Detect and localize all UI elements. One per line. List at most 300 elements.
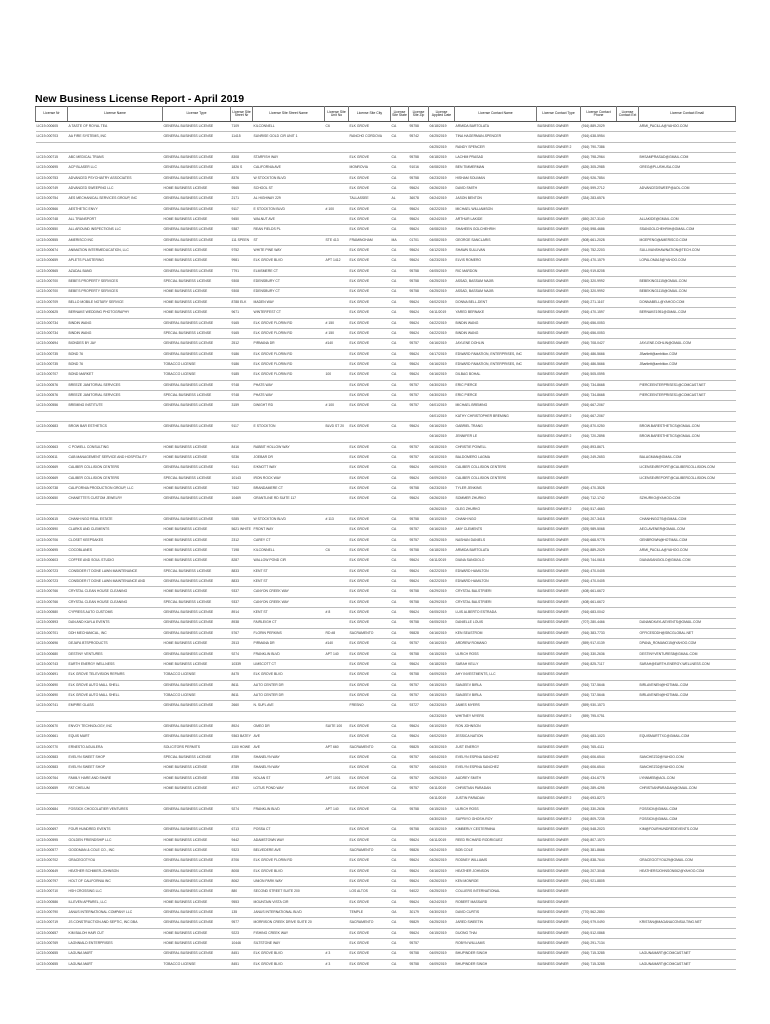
cell-street-name: MOUNTAIN VISTA CIR (253, 897, 325, 907)
cell-street-name: CANYON CREEK WAY (253, 597, 325, 607)
cell-city: ELK GROVE (349, 122, 391, 132)
cell-contact-name: MICHAEL BREMING (455, 401, 537, 411)
cell-applied-date: 04/10/2019 (429, 721, 455, 731)
cell-street-nr: 2312 (231, 535, 253, 545)
cell-license-type: GENERAL BUSINESS LICENSE (163, 887, 231, 897)
cell-applied-date: 04/08/2019 (429, 225, 455, 235)
cell-license-name: COFFEE AND SOUL STUDIO (68, 556, 163, 566)
cell-unit-no: #140 (325, 339, 349, 349)
cell-city: ELK GROVE (349, 949, 391, 959)
cell-zip: 95758 (409, 122, 429, 132)
cell-zip: 95757 (409, 390, 429, 400)
cell-contact-ext (617, 763, 639, 773)
table-row (36, 887, 736, 897)
table-row (36, 349, 736, 359)
cell-state: CA (391, 246, 409, 256)
cell-contact-email: KRISTAN@MAGANACONSULTING.NET (639, 918, 736, 928)
cell-contact-ext (617, 194, 639, 204)
cell-state: CA (391, 846, 409, 856)
cell-license-name: BOND MARKET (68, 370, 163, 380)
cell-license-type: SPECIAL BUSINESS LICENSE (163, 277, 231, 287)
cell-contact-name: ERIC PIERCE (455, 380, 537, 390)
cell-license-type (163, 411, 231, 421)
cell-unit-no (325, 308, 349, 318)
table-row (36, 784, 736, 794)
cell-contact-phone: (707) 280-4466 (581, 618, 617, 628)
cell-license-nr: LIC19-000583 (36, 752, 68, 762)
cell-contact-name: YARED BERNAKE (455, 308, 537, 318)
cell-license-nr: LIC19-000697 (36, 825, 68, 835)
cell-contact-type: BUSINESS OWNER (537, 359, 581, 369)
cell-contact-email (639, 566, 736, 576)
cell-zip: 95828 (409, 628, 429, 638)
cell-contact-name: DONNA BELL-DENT (455, 297, 537, 307)
cell-contact-email: ARMI_PACILLA@YAHOO.COM (639, 546, 736, 556)
cell-street-nr: 8789 (231, 752, 253, 762)
cell-contact-phone: (770) 562-2850 (581, 908, 617, 918)
cell-street-name: AUTO CENTER DR (253, 690, 325, 700)
table-row (36, 577, 736, 587)
cell-state: CA (391, 628, 409, 638)
cell-unit-no (325, 763, 349, 773)
cell-street-nr: 10339 (231, 659, 253, 669)
cell-contact-phone: (916) 870-0250 (581, 421, 617, 431)
cell-license-type: GENERAL BUSINESS LICENSE (163, 732, 231, 742)
cell-contact-phone: (916) 470-3528 (581, 484, 617, 494)
cell-contact-name: REED RICHARD RODRIGUEZ (455, 835, 537, 845)
cell-contact-phone: (334) 283-6576 (581, 194, 617, 204)
cell-contact-email: LAGUNAMART@COMCAST.NET (639, 959, 736, 969)
cell-contact-phone: (916) 712-1742 (581, 494, 617, 504)
cell-unit-no (325, 215, 349, 225)
cell-contact-type: BUSINESS OWNER 2 (537, 504, 581, 514)
cell-license-nr: LIC19-000706 (36, 535, 68, 545)
cell-city: ELK GROVE (349, 173, 391, 183)
cell-contact-ext (617, 287, 639, 297)
cell-contact-ext (617, 308, 639, 318)
cell-unit-no (325, 815, 349, 825)
cell-contact-name: CALIBER COLLISION CENTERS (455, 473, 537, 483)
cell-contact-name: KIMBERLY CESTERNINA (455, 825, 537, 835)
cell-contact-name: COLLIERS INTERNATIONAL (455, 887, 537, 897)
cell-license-nr: LIC19-000703 (36, 132, 68, 142)
cell-street-name: LIMSCOTT CT (253, 659, 325, 669)
cell-contact-type: BUSINESS OWNER (537, 442, 581, 452)
cell-license-nr: LIC19-000690 (36, 690, 68, 700)
cell-license-type: GENERAL BUSINESS LICENSE (163, 877, 231, 887)
cell-street-name: CAREY CT (253, 535, 325, 545)
cell-contact-email (639, 587, 736, 597)
cell-unit-no (325, 142, 349, 152)
table-row (36, 308, 736, 318)
cell-contact-email: LYNNMEB@AOL.COM (639, 773, 736, 783)
cell-contact-ext (617, 142, 639, 152)
cell-license-name: BREEZE JANITORIAL SERVICES (68, 390, 163, 400)
cell-contact-type: BUSINESS OWNER (537, 463, 581, 473)
cell-contact-name: ROBERT MASSARD (455, 897, 537, 907)
cell-street-nr: 135 (231, 908, 253, 918)
cell-contact-email: CHRISTIANPARADAN@GMAIL.COM (639, 784, 736, 794)
cell-contact-email (639, 897, 736, 907)
cell-applied-date: 04/16/2019 (429, 639, 455, 649)
cell-contact-phone: (916) 667-2067 (581, 401, 617, 411)
cell-zip: 95624 (409, 577, 429, 587)
cell-license-nr: LIC19-000735 (36, 349, 68, 359)
cell-license-type (163, 142, 231, 152)
cell-license-type: SPECIAL BUSINESS LICENSE (163, 473, 231, 483)
cell-license-name (68, 411, 163, 421)
cell-contact-phone: (916) 606-6544 (581, 763, 617, 773)
cell-contact-type: BUSINESS OWNER (537, 866, 581, 876)
cell-contact-ext (617, 711, 639, 721)
cell-contact-name: ARTHUR LAKIDE (455, 215, 537, 225)
cell-unit-no (325, 928, 349, 938)
cell-street-nr: 9308 (231, 287, 253, 297)
cell-street-name: ADAMSTOWN WAY (253, 835, 325, 845)
cell-license-name: CLOSET KEEPSAKES (68, 535, 163, 545)
cell-contact-name: SUPRIYO GHOSH-ROY (455, 815, 537, 825)
cell-city: ELK GROVE (349, 825, 391, 835)
cell-license-nr: LIC19-000734 (36, 318, 68, 328)
cell-unit-no (325, 473, 349, 483)
cell-street-nr: 8833 (231, 566, 253, 576)
cell-contact-email: CHANHNGO7S@GMAIL.COM (639, 515, 736, 525)
cell-contact-email: SARAH@EARTH-ENERGY-WELLNESS.COM (639, 659, 736, 669)
cell-state: CA (391, 721, 409, 731)
cell-contact-phone: (916) 734-8668 (581, 380, 617, 390)
cell-zip: 95758 (409, 515, 429, 525)
table-row (36, 453, 736, 463)
cell-unit-no (325, 856, 349, 866)
table-row (36, 877, 736, 887)
cell-unit-no (325, 277, 349, 287)
cell-contact-type: BUSINESS OWNER (537, 390, 581, 400)
cell-zip: 30179 (409, 908, 429, 918)
cell-contact-ext (617, 928, 639, 938)
cell-street-name: WINTERFEST CT (253, 308, 325, 318)
cell-contact-type: BUSINESS OWNER (537, 721, 581, 731)
cell-license-type: GENERAL BUSINESS LICENSE (163, 515, 231, 525)
cell-contact-email (639, 877, 736, 887)
cell-license-name: AZADAL BAND (68, 266, 163, 276)
cell-zip: 95757 (409, 784, 429, 794)
cell-contact-phone: (508) 661-2028 (581, 235, 617, 245)
cell-license-type: HOME BUSINESS LICENSE (163, 246, 231, 256)
cell-contact-phone: (916) 638-5954 (581, 132, 617, 142)
cell-contact-email (639, 204, 736, 214)
cell-applied-date: 04/26/2019 (429, 877, 455, 887)
cell-unit-no: APT 1001 (325, 773, 349, 783)
cell-contact-ext (617, 587, 639, 597)
cell-contact-phone: (916) 289-4295 (581, 784, 617, 794)
cell-city: ELK GROVE (349, 959, 391, 969)
cell-license-nr: LIC19-000701 (36, 628, 68, 638)
cell-license-name: CHANH NGO REAL ESTATE (68, 515, 163, 525)
cell-street-nr: 10446 (231, 939, 253, 949)
cell-license-name: CLARKS AND CLEMENTS (68, 525, 163, 535)
cell-contact-phone: (916) 715-3285 (581, 949, 617, 959)
table-row (36, 184, 736, 194)
cell-license-nr: LIC19-000695 (36, 163, 68, 173)
cell-license-type: HOME BUSINESS LICENSE (163, 453, 231, 463)
cell-state: CA (391, 173, 409, 183)
cell-unit-no (325, 380, 349, 390)
cell-street-nr: 9363 BATEY (231, 732, 253, 742)
cell-city: ELK GROVE (349, 546, 391, 556)
cell-license-nr: LIC19-000655 (36, 959, 68, 969)
cell-street-nr: 9165 (231, 318, 253, 328)
cell-street-nr: 2513 (231, 639, 253, 649)
table-row (36, 153, 736, 163)
cell-zip: 95624 (409, 856, 429, 866)
cell-city: ELK GROVE (349, 618, 391, 628)
cell-state: CA (391, 494, 409, 504)
cell-license-nr: LIC19-000593 (36, 618, 68, 628)
cell-street-name: CANYON CREEK WAY (253, 587, 325, 597)
cell-contact-ext (617, 846, 639, 856)
cell-street-name: ELK GROVE FLORIN RD (253, 856, 325, 866)
cell-contact-type: BUSINESS OWNER (537, 690, 581, 700)
cell-contact-type: BUSINESS OWNER (537, 887, 581, 897)
cell-contact-phone: (916) 470-0405 (581, 566, 617, 576)
cell-city: ELK GROVE (349, 835, 391, 845)
cell-contact-ext (617, 122, 639, 132)
cell-contact-email: FOSSICK@GMAIL.COM (639, 804, 736, 814)
cell-state: CA (391, 421, 409, 431)
cell-city: LOS ALTOS (349, 887, 391, 897)
cell-zip: 95624 (409, 732, 429, 742)
cell-state: CA (391, 349, 409, 359)
report-title: New Business License Report - April 2019 (35, 93, 245, 105)
cell-zip: 95757 (409, 453, 429, 463)
cell-street-nr: 9274 (231, 649, 253, 659)
cell-city: SACRAMENTO (349, 846, 391, 856)
cell-street-name: WALNUT AVE (253, 215, 325, 225)
cell-license-nr: LIC19-000556 (36, 401, 68, 411)
cell-contact-type: BUSINESS OWNER (537, 639, 581, 649)
cell-applied-date: 04/26/2019 (429, 494, 455, 504)
cell-contact-email: BIRLAVENEN@HOTMAIL.COM (639, 690, 736, 700)
cell-city: ELK GROVE (349, 204, 391, 214)
cell-zip: 95624 (409, 184, 429, 194)
cell-contact-email: LICENSE4REPORT@CALIBERCOLLISION.COM (639, 473, 736, 483)
cell-contact-name: EDWARD HAMILTON (455, 566, 537, 576)
cell-license-nr (36, 815, 68, 825)
cell-contact-ext (617, 628, 639, 638)
cell-license-nr: LIC19-000603 (36, 556, 68, 566)
cell-zip (409, 711, 429, 721)
table-header-row (36, 107, 736, 122)
cell-license-nr: LIC19-000766 (36, 597, 68, 607)
cell-contact-phone: (916) 752-2203 (581, 246, 617, 256)
cell-applied-date: 04/09/2019 (429, 670, 455, 680)
cell-street-name: KENT ST (253, 608, 325, 618)
cell-unit-no (325, 897, 349, 907)
cell-unit-no (325, 566, 349, 576)
cell-contact-email (639, 794, 736, 804)
cell-street-name: GRANTLINE RD SUITE 117 (253, 494, 325, 504)
cell-contact-name: ROBYN WILLIAMS (455, 939, 537, 949)
cell-contact-phone: (916) 291-7134 (581, 939, 617, 949)
cell-unit-no (325, 463, 349, 473)
cell-zip (409, 794, 429, 804)
cell-contact-ext (617, 939, 639, 949)
cell-street-name: LOTUS POND WAY (253, 784, 325, 794)
cell-street-nr: 9577 (231, 918, 253, 928)
column-header-applied-date: License Applied Date (429, 107, 455, 122)
cell-contact-name: CHRISTIAN PARADAN (455, 784, 537, 794)
cell-unit-no (325, 535, 349, 545)
cell-zip: 95826 (409, 846, 429, 856)
cell-license-nr: LIC19-000555 (36, 235, 68, 245)
cell-license-type: HOME BUSINESS LICENSE (163, 587, 231, 597)
cell-street-nr: 9387 (231, 225, 253, 235)
cell-contact-ext (617, 380, 639, 390)
cell-contact-ext (617, 390, 639, 400)
cell-applied-date: 04/22/2019 (429, 577, 455, 587)
cell-license-nr (36, 711, 68, 721)
cell-contact-type: BUSINESS OWNER 2 (537, 142, 581, 152)
cell-state: CA (391, 680, 409, 690)
cell-license-type: HOME BUSINESS LICENSE (163, 835, 231, 845)
cell-contact-ext (617, 897, 639, 907)
cell-contact-phone: (916) 320-9992 (581, 287, 617, 297)
cell-license-nr: LIC19-000709 (36, 297, 68, 307)
cell-applied-date: 04/16/2019 (429, 370, 455, 380)
table-row (36, 142, 736, 152)
cell-contact-phone: (916) 765-4111 (581, 742, 617, 752)
table-row (36, 804, 736, 814)
cell-license-type: GENERAL BUSINESS LICENSE (163, 349, 231, 359)
cell-zip: 95758 (409, 484, 429, 494)
cell-contact-ext (617, 877, 639, 887)
cell-contact-type: BUSINESS OWNER (537, 784, 581, 794)
cell-contact-ext (617, 815, 639, 825)
cell-street-name: EDENSBURY CT (253, 277, 325, 287)
cell-state: CA (391, 308, 409, 318)
cell-zip (409, 142, 429, 152)
cell-city: ELK GROVE (349, 732, 391, 742)
cell-license-nr: LIC19-000576 (36, 380, 68, 390)
cell-contact-phone: (408) 661-6672 (581, 587, 617, 597)
cell-zip: 95624 (409, 463, 429, 473)
cell-street-name: SHANELYN WAY (253, 763, 325, 773)
cell-contact-ext (617, 825, 639, 835)
table-row (36, 515, 736, 525)
table-row (36, 752, 736, 762)
cell-unit-no: STE 413 (325, 235, 349, 245)
cell-license-name: GRACEGOTYOU (68, 856, 163, 866)
cell-state: CA (391, 318, 409, 328)
cell-contact-name: SANJEEV BIRLA (455, 690, 537, 700)
cell-contact-email: AECLAVENER@GMAIL.COM (639, 525, 736, 535)
table-row (36, 773, 736, 783)
cell-city: ELK GROVE (349, 349, 391, 359)
cell-unit-no (325, 587, 349, 597)
table-row (36, 504, 736, 514)
cell-applied-date: 04/02/2019 (429, 732, 455, 742)
table-row (36, 442, 736, 452)
cell-license-type: GENERAL BUSINESS LICENSE (163, 908, 231, 918)
cell-zip: 95758 (409, 597, 429, 607)
cell-contact-name: CRYSTAL BALSTRIERI (455, 587, 537, 597)
cell-contact-name: NASHAN DANIELS (455, 535, 537, 545)
cell-contact-ext (617, 277, 639, 287)
cell-unit-no (325, 525, 349, 535)
cell-license-nr: LIC19-000655 (36, 949, 68, 959)
cell-contact-type: BUSINESS OWNER 2 (537, 815, 581, 825)
cell-license-nr: LIC19-000583 (36, 763, 68, 773)
cell-street-nr (231, 504, 253, 514)
column-header-city: License Site City (349, 107, 391, 122)
cell-zip: 95624 (409, 566, 429, 576)
cell-contact-email (639, 887, 736, 897)
table-row (36, 721, 736, 731)
cell-city: ELK GROVE (349, 484, 391, 494)
cell-contact-type: BUSINESS OWNER (537, 804, 581, 814)
cell-state: CA (391, 649, 409, 659)
cell-applied-date: 04/30/2019 (429, 380, 455, 390)
cell-street-nr: 9141 (231, 463, 253, 473)
cell-street-name: MORRISON CREEK DRIVE SUITE 20 (253, 918, 325, 928)
cell-street-name: CALIFORNIA AVE (253, 163, 325, 173)
cell-license-nr: LIC19-000663 (36, 442, 68, 452)
cell-zip: 95758 (409, 266, 429, 276)
cell-contact-email (639, 194, 736, 204)
cell-city: ELK GROVE (349, 525, 391, 535)
cell-state: CA (391, 287, 409, 297)
cell-zip: 95624 (409, 349, 429, 359)
cell-street-nr: 3159 (231, 401, 253, 411)
cell-city: ELK GROVE (349, 421, 391, 431)
cell-city: ELK GROVE (349, 297, 391, 307)
cell-street-name: IRON ROCK WAY (253, 473, 325, 483)
cell-street-name: KILCONNELL (253, 122, 325, 132)
cell-contact-phone: (408) 661-6672 (581, 597, 617, 607)
cell-unit-no: # 150 (325, 328, 349, 338)
cell-license-nr: LIC19-000565 (36, 266, 68, 276)
cell-license-name: HSH CROSSING LLC (68, 887, 163, 897)
cell-license-type: GENERAL BUSINESS LICENSE (163, 421, 231, 431)
cell-contact-phone: (916) 809-7235 (581, 815, 617, 825)
cell-license-name: KIM BALOH HAIR CUT (68, 928, 163, 938)
cell-contact-ext (617, 721, 639, 731)
cell-street-name (253, 411, 325, 421)
cell-contact-email (639, 401, 736, 411)
cell-city: ELK GROVE (349, 370, 391, 380)
cell-license-name: LAGUNA MART (68, 959, 163, 969)
cell-applied-date: 04/11/2019 (429, 784, 455, 794)
cell-street-nr: 8308 (231, 153, 253, 163)
cell-contact-name: CHRISTIE POWELL (455, 442, 537, 452)
cell-license-nr: LIC19-000735 (36, 359, 68, 369)
cell-contact-ext (617, 649, 639, 659)
table-row (36, 825, 736, 835)
cell-contact-email: PIERCEENTERPRISES1@COMCAST.NET (639, 390, 736, 400)
cell-unit-no (325, 297, 349, 307)
cell-applied-date: 04/26/2019 (429, 856, 455, 866)
cell-license-name: FAMILY HARE AND SHARE (68, 773, 163, 783)
column-header-street-name: License Site Street Name (253, 107, 325, 122)
cell-license-type: GENERAL BUSINESS LICENSE (163, 266, 231, 276)
cell-license-name: ALL AROUND INSPECTIONS LLC (68, 225, 163, 235)
cell-contact-email: GRACEGOTYOU29@GMAIL.COM (639, 856, 736, 866)
cell-contact-phone: (916) 599-2712 (581, 184, 617, 194)
cell-applied-date: 04/05/2019 (429, 618, 455, 628)
cell-license-type: GENERAL BUSINESS LICENSE (163, 577, 231, 587)
cell-zip (409, 504, 429, 514)
cell-state: CA (391, 618, 409, 628)
